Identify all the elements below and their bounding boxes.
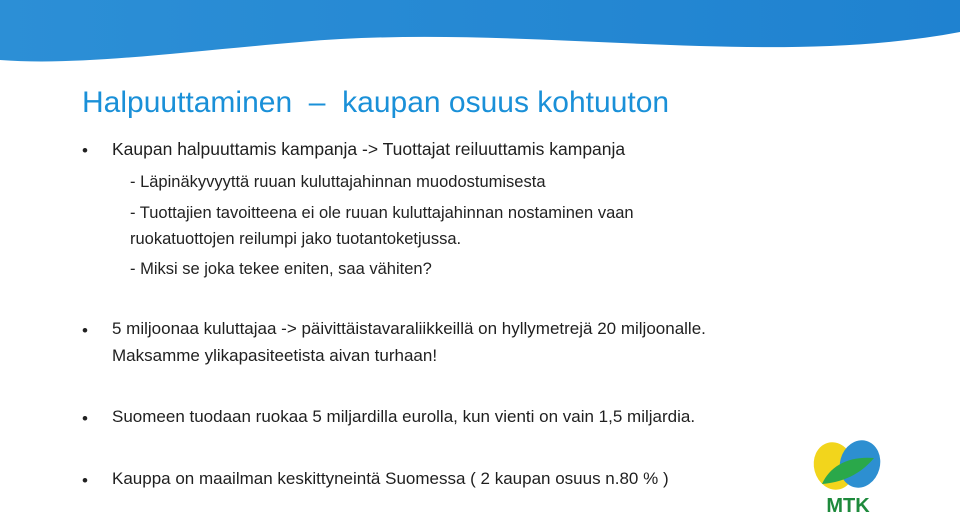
bullet-dot: • [82, 409, 88, 428]
bullet-dot: • [82, 321, 88, 340]
bullet-dot: • [82, 141, 88, 160]
bullet-text-continuation: Maksamme ylikapasiteetista aivan turhaan! [112, 346, 438, 365]
sub-line: - Miksi se joka tekee eniten, saa vähiten? [130, 260, 432, 278]
sub-line: ruokatuottojen reilumpi jako tuotantoketjussa. [130, 230, 462, 248]
sub-line: - Tuottajien tavoitteena ei ole ruuan kuluttajahinnan nostaminen vaan [130, 204, 634, 222]
mtk-logo [808, 436, 888, 516]
sub-line: - Läpinäkyvyyttä ruuan kuluttajahinnan muodostumisesta [130, 173, 546, 191]
slide-title: Halpuuttaminen – kaupan osuus kohtuuton [82, 86, 670, 119]
logo-text: MTK [826, 495, 870, 516]
header-wave [0, 0, 960, 80]
bullet-text: Kauppa on maailman keskittyneintä Suomessa ( 2 kaupan osuus n.80 % ) [112, 469, 669, 488]
bullet-text: Suomeen tuodaan ruokaa 5 miljardilla eurolla, kun vienti on vain 1,5 miljardia. [112, 407, 696, 426]
bullet-dot: • [82, 471, 88, 490]
bullet-text: Kaupan halpuuttamis kampanja -> Tuottajat reiluuttamis kampanja [112, 139, 626, 159]
bullet-text: 5 miljoonaa kuluttajaa -> päivittäistavaraliikkeillä on hyllymetrejä 20 miljoonalle. [112, 319, 706, 338]
